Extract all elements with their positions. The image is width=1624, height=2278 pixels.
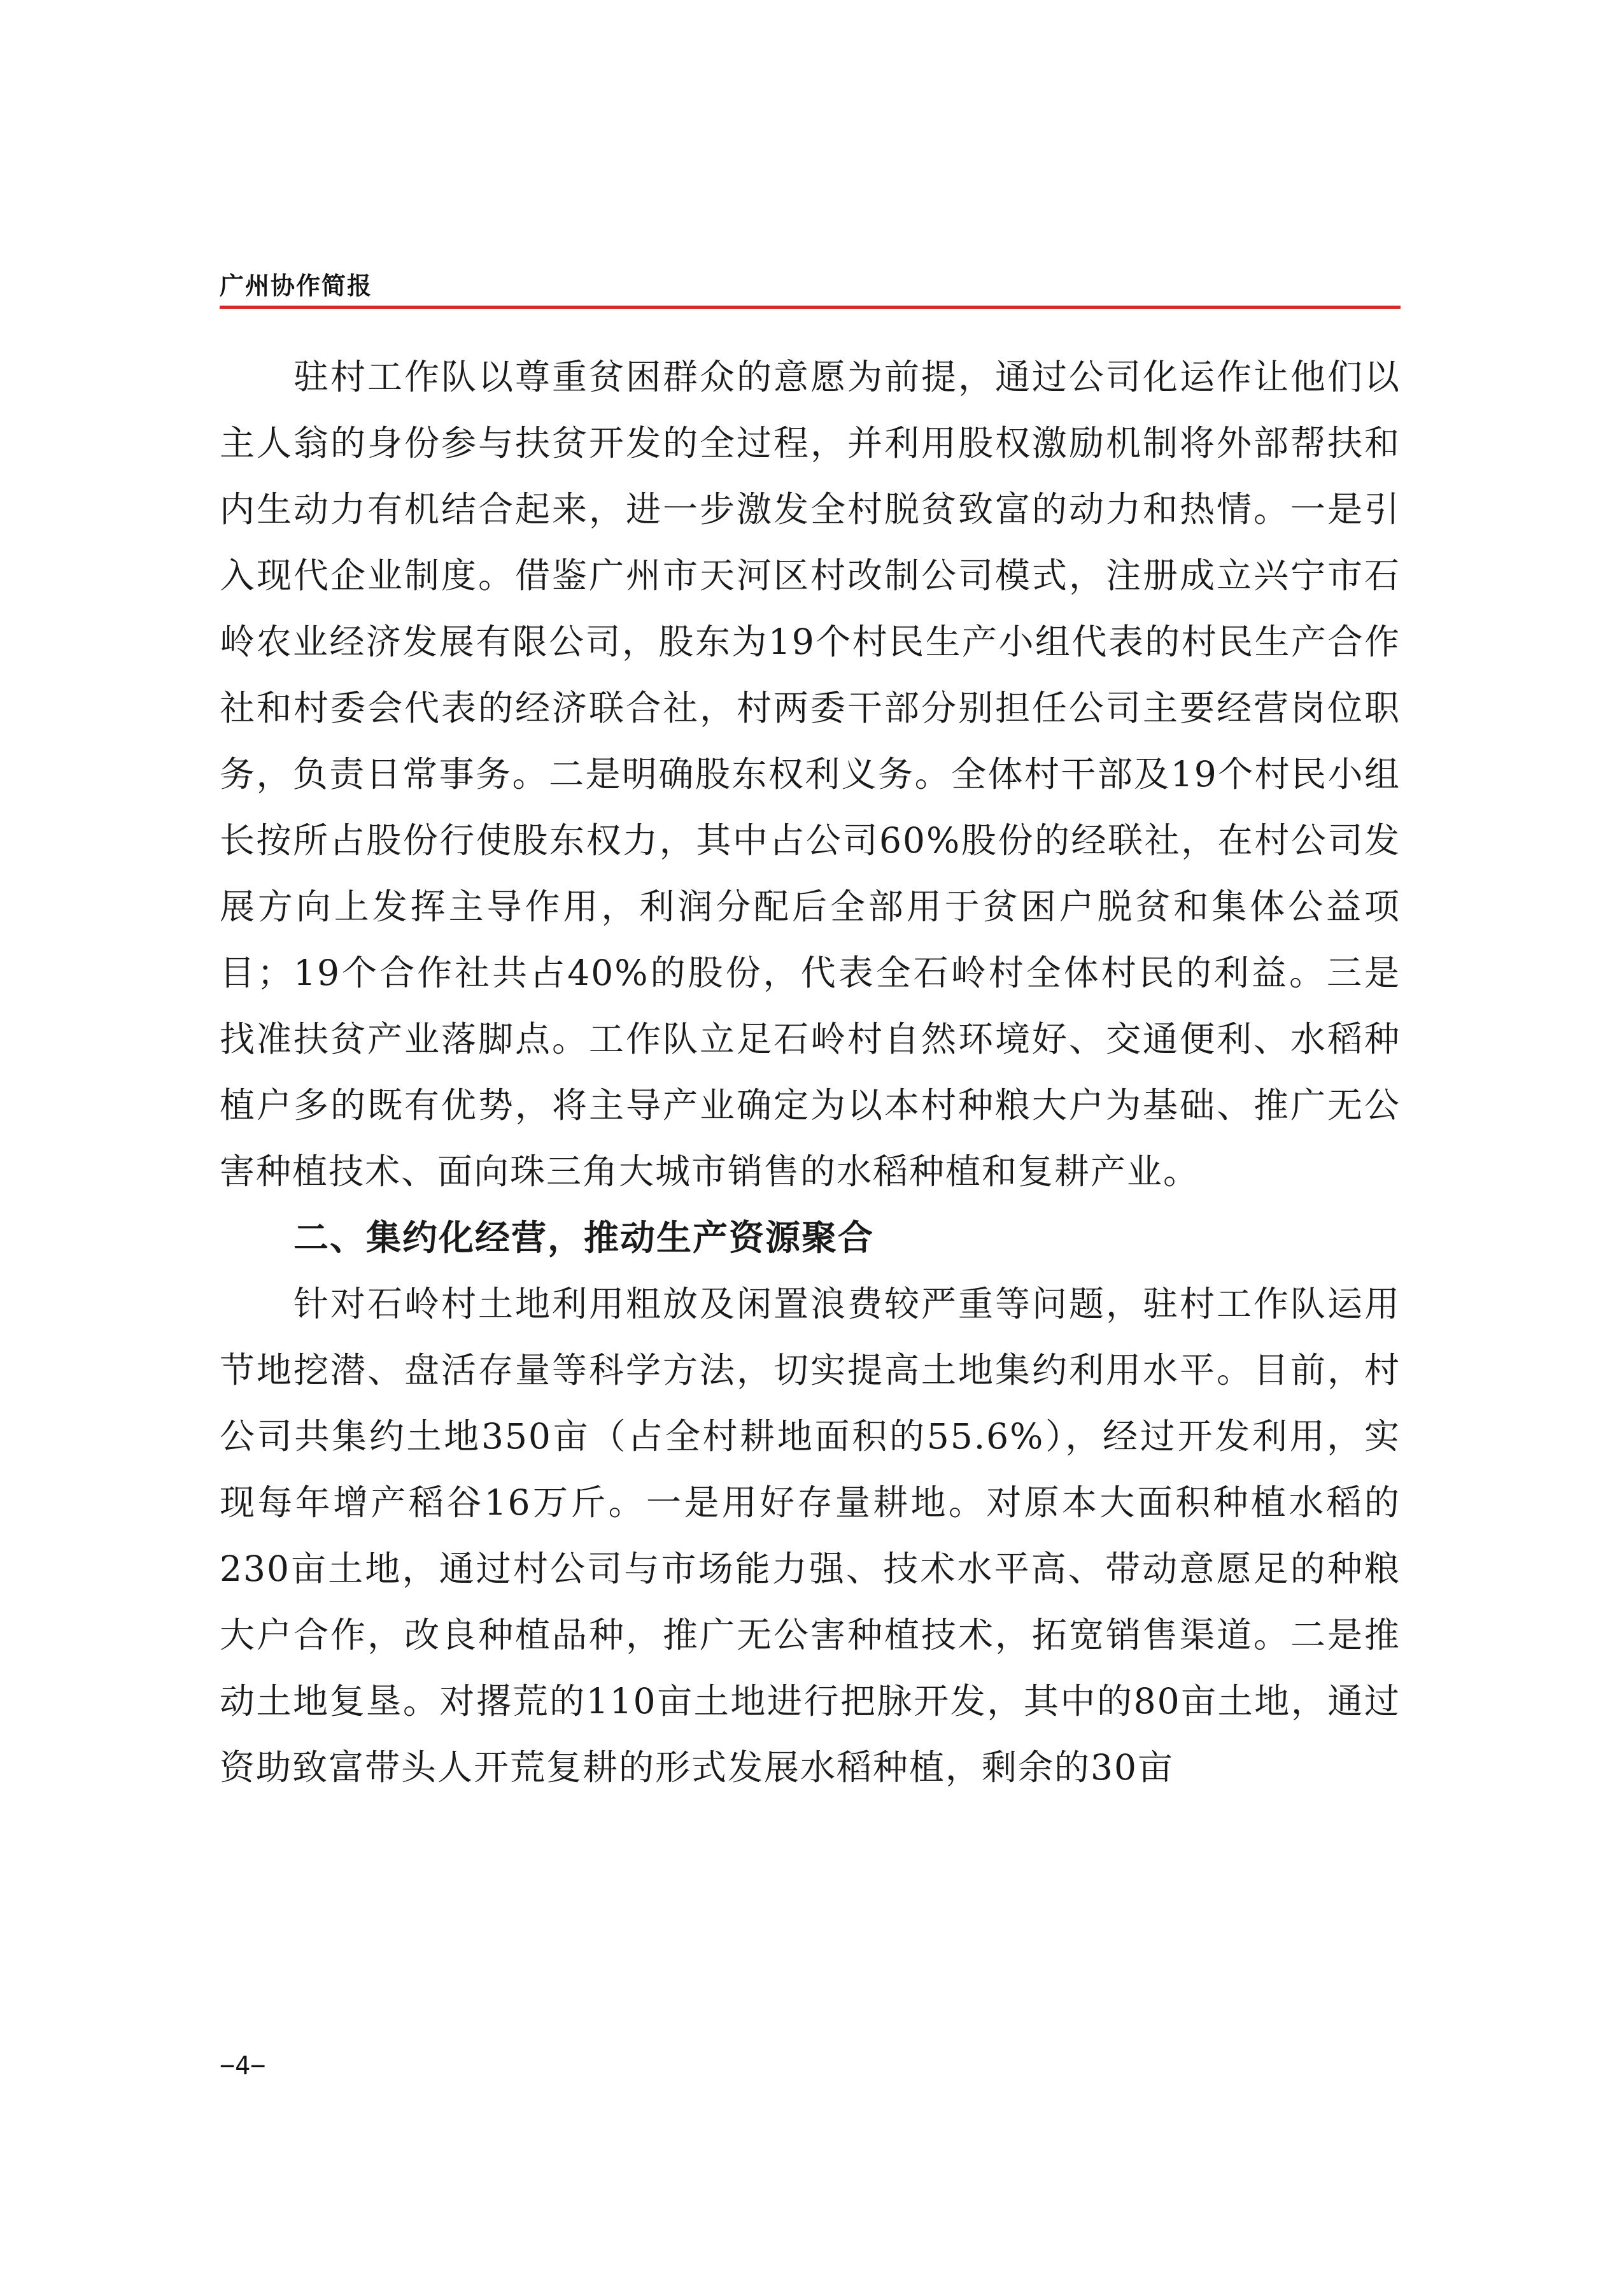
paragraph-company-operation: 驻村工作队以尊重贫困群众的意愿为前提，通过公司化运作让他们以主人翁的身份参与扶贫开发的全过程，并利用股权激励机制将外部帮扶和内生动力有机结合起来，进一步激发全村脱贫致富的动力和热情。一是引入现代企业制度。借鉴广州市天河区村改制公司模式，注册成立兴宁市石岭农业经济发展有限公司，股东为19个村民生产小组代表的村民生产合作社和村委会代表的经济联合社，村两委干部分别担任公司主要经营岗位职务，负责日常事务。二是明确股东权利义务。全体村干部及19个村民小组长按所占股份行使股东权力，其中占公司60%股份的经联社，在村公司发展方向上发挥主导作用，利润分配后全部用于贫困户脱贫和集体公益项目；19个合作社共占40%的股份，代表全石岭村全体村民的利益。三是找准扶贫产业落脚点。工作队立足石岭村自然环境好、交通便利、水稻种植户多的既有优势，将主导产业确定为以本村种粮大户为基础、推广无公害种植技术、面向珠三角大城市销售的水稻种植和复耕产业。 [220, 357, 1401, 1192]
page-number: −4− [220, 2051, 266, 2081]
header-divider [220, 306, 1401, 309]
paragraph-land-intensification: 针对石岭村土地利用粗放及闲置浪费较严重等问题，驻村工作队运用节地挖潜、盘活存量等科学方法，切实提高土地集约利用水平。目前，村公司共集约土地350亩（占全村耕地面积的55.6%），经过开发利用，实现每年增产稻谷16万斤。一是用好存量耕地。对原本大面积种植水稻的230亩土地，通过村公司与市场能力强、技术水平高、带动意愿足的种粮大户合作，改良种植品种，推广无公害种植技术，拓宽销售渠道。二是推动土地复垦。对撂荒的110亩土地进行把脉开发，其中的80亩土地，通过资助致富带头人开荒复耕的形式发展水稻种植，剩余的30亩 [220, 1284, 1401, 1788]
document-body [220, 344, 1401, 1800]
section-heading-intensive-management: 二、集约化经营，推动生产资源聚合 [293, 1217, 875, 1258]
header-title: 广州协作简报 [220, 272, 373, 300]
